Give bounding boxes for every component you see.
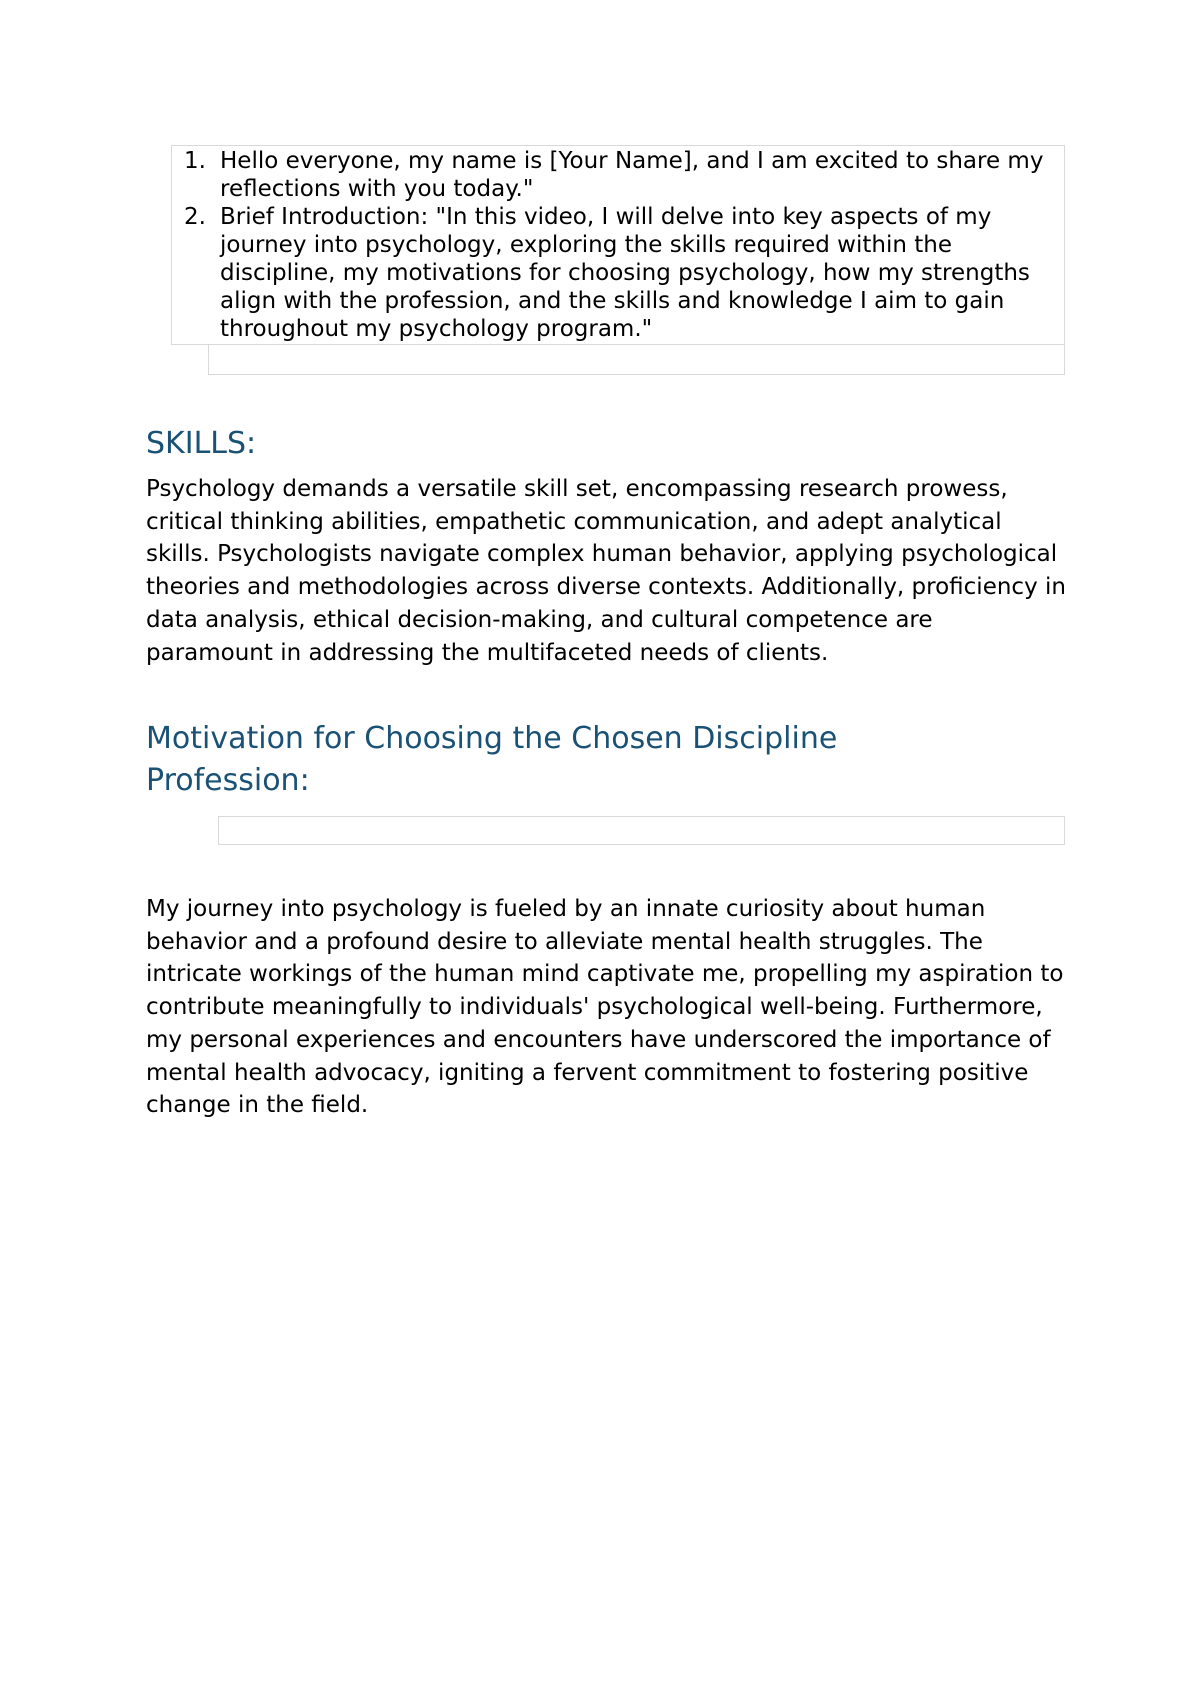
list-item: [184, 147, 1064, 203]
list-item-text: Hello everyone, my name is [Your Name], and I am excited to share my reflections with you today.": [220, 148, 1044, 202]
skills-heading: SKILLS:: [146, 426, 257, 461]
empty-text-box: [218, 816, 1065, 845]
list-item-number: 1.: [184, 148, 206, 174]
motivation-heading: Motivation for Choosing the Chosen Discipline Profession:: [146, 721, 838, 798]
intro-text-box-extension: [208, 345, 1065, 375]
intro-numbered-list: [184, 147, 1064, 343]
list-item-text: Brief Introduction: "In this video, I will delve into key aspects of my journey into psychology, exploring the skills required within the discipline, my motivations for choosing psychology, how my strengths align with the profession, and the skills and knowledge I aim to gain throughout my psychology program.": [220, 204, 1030, 342]
list-item: [184, 203, 1064, 343]
skills-paragraph: Psychology demands a versatile skill set, encompassing research prowess, critical thinking abilities, empathetic communication, and adept analytical skills. Psychologists navigate complex human behavior, applying psychological theories and methodologies across diverse contexts. Additionally, proficiency in data analysis, ethical decision-making, and cultural competence are paramount in addressing the multifaceted needs of clients.: [146, 476, 1066, 666]
motivation-paragraph: My journey into psychology is fueled by an innate curiosity about human behavior and a profound desire to alleviate mental health struggles. The intricate workings of the human mind captivate me, propelling my aspiration to contribute meaningfully to individuals' psychological well-being. Furthermore, my personal experiences and encounters have underscored the importance of mental health advocacy, igniting a fervent commitment to fostering positive change in the field.: [146, 896, 1064, 1119]
list-item-number: 2.: [184, 204, 206, 230]
